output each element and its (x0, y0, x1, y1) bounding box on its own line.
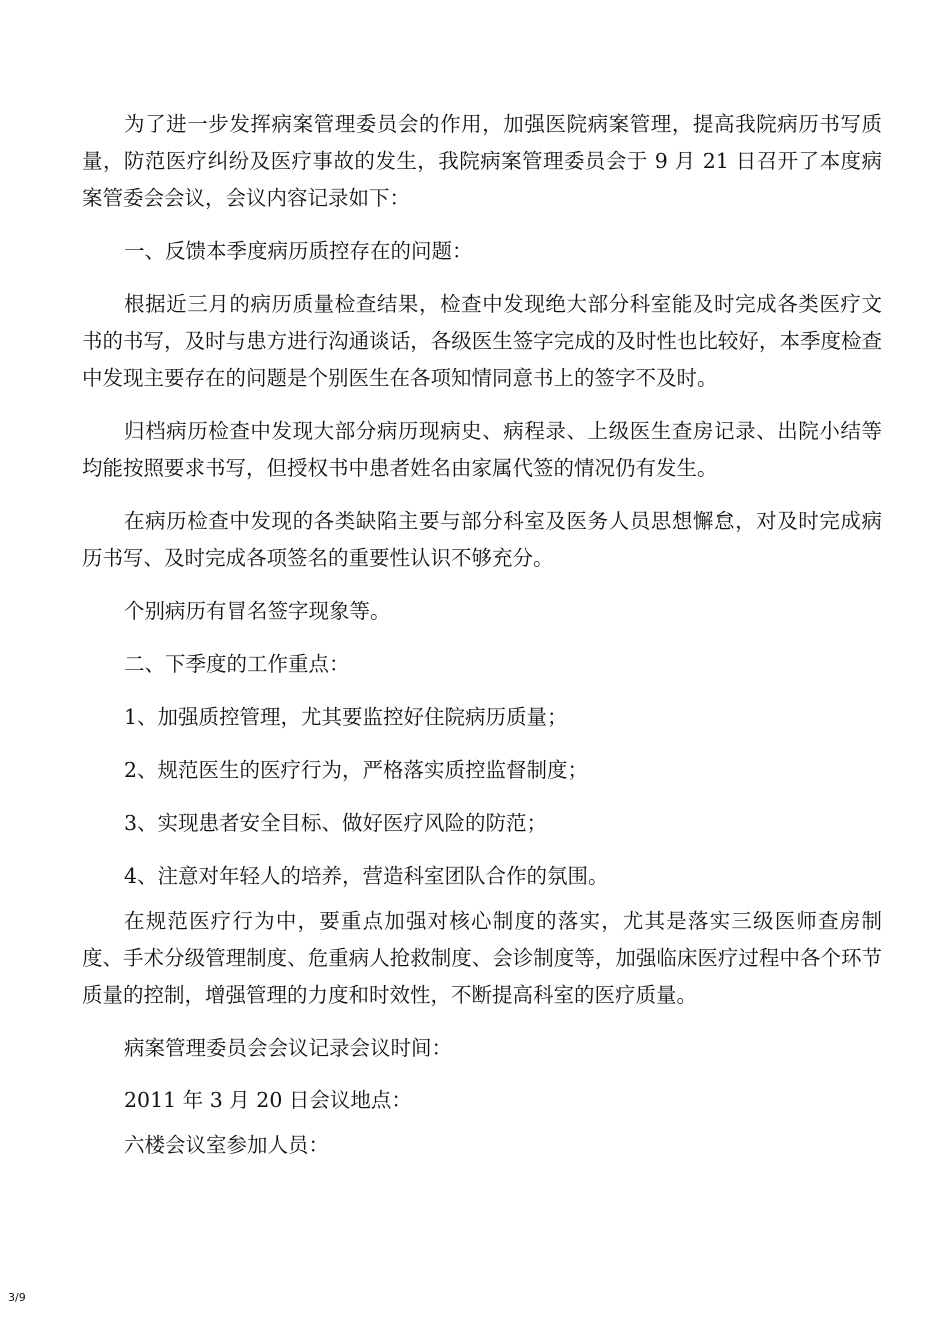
paragraph-meeting-place: 2011 年 3 月 20 日会议地点： (124, 1088, 412, 1112)
paragraph-core-system: 在规范医疗行为中，要重点加强对核心制度的落实，尤其是落实三级医师查房制度、手术分级管理制度、危重病人抢救制度、会诊制度等，加强临床医疗过程中各个环节质量的控制，增强管理的力度和时效性，不断提高科室的医疗质量。 (82, 909, 882, 1007)
paragraph-forged-signature: 个别病历有冒名签字现象等。 (124, 599, 391, 623)
paragraph-intro: 为了进一步发挥病案管理委员会的作用，加强医院病案管理，提高我院病历书写质量，防范医疗纠纷及医疗事故的发生，我院病案管理委员会于 9 月 21 日召开了本度病案管委会会议，会议内容记录如下： (82, 112, 882, 210)
page-number: 3/9 (8, 1291, 26, 1304)
heading-section-one: 一、反馈本季度病历质控存在的问题： (124, 239, 473, 263)
paragraph-meeting-time: 病案管理委员会会议记录会议时间： (124, 1036, 452, 1060)
paragraph-defects: 在病历检查中发现的各类缺陷主要与部分科室及医务人员思想懈怠，对及时完成病历书写、及时完成各项签名的重要性认识不够充分。 (82, 509, 882, 570)
heading-section-two: 二、下季度的工作重点： (124, 652, 350, 676)
list-item-1: 1、加强质控管理，尤其要监控好住院病历质量； (124, 705, 568, 729)
document-body (82, 106, 882, 1164)
list-item-3: 3、实现患者安全目标、做好医疗风险的防范； (124, 811, 548, 835)
paragraph-quality-check: 根据近三月的病历质量检查结果，检查中发现绝大部分科室能及时完成各类医疗文书的书写，及时与患方进行沟通谈话，各级医生签字完成的及时性也比较好，本季度检查中发现主要存在的问题是个别医生在各项知情同意书上的签字不及时。 (82, 292, 882, 390)
list-item-4: 4、注意对年轻人的培养，营造科室团队合作的氛围。 (124, 864, 609, 888)
paragraph-archive-check: 归档病历检查中发现大部分病历现病史、病程录、上级医生查房记录、出院小结等均能按照要求书写，但授权书中患者姓名由家属代签的情况仍有发生。 (82, 419, 882, 480)
list-item-2: 2、规范医生的医疗行为，严格落实质控监督制度； (124, 758, 589, 782)
paragraph-attendees: 六楼会议室参加人员： (124, 1133, 329, 1157)
